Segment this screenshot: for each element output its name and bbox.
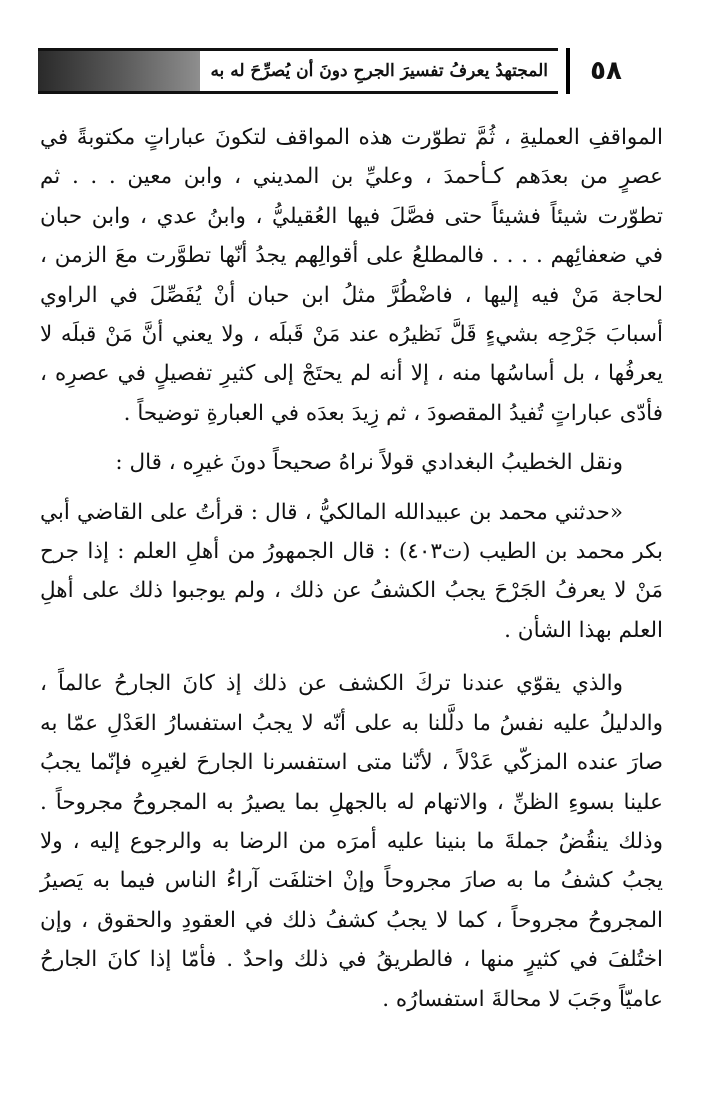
page-body	[40, 118, 663, 1019]
paragraph-continued: المواقفِ العمليةِ ، ثُمَّ تطوّرت هذه المواقف لتكونَ عباراتٍ مكتوبةً في عصرٍ من بعدَهم كـأحمدَ ، وعليِّ بن المديني ، وابن معين . . . ثم تطوّرت شيئاً فشيئاً حتى فصَّلَ فيها العُقيليُّ ، وابنُ عدي ، وابن حبان في ضعفائِهم . . . . فالمطلعُ على أقوالِهم يجدُ أنّها تطوَّرت معَ الزمن ، لحاجة مَنْ فيه إليها ، فاضْطُرَّ مثلُ ابن حبان أنْ يُفَصِّلَ في الراوي أسبابَ جَرْحِه بشيءٍ قَلَّ نَظيرُه عند مَنْ قَبلَه ، ولا يعني أنَّ مَنْ قبلَه لا يعرفُها ، بل أساسُها منه ، إلا أنه لم يحتَجْ إلى كثيرِ تفصيلٍ في عصرِه ، فأدّى عباراتٍ تُفيدُ المقصودَ ، ثم زِيدَ بعدَه في العبارةِ توضيحاً .	[40, 125, 663, 426]
header-title: المجتهدُ يعرفُ تفسيرَ الجرحِ دونَ أن يُصرِّحَ له به	[200, 51, 558, 91]
header-separator	[566, 48, 570, 94]
paragraph-khatib: ونقل الخطيبُ البغدادي قولاً نراهُ صحيحاً دونَ غيرِه ، قال :	[115, 450, 623, 476]
page-number: ٥٨	[590, 56, 622, 86]
paragraph-closing: والذي يقوّي عندنا تركَ الكشف عن ذلك إذ كانَ الجارحُ عالماً ، والدليلُ عليه نفسُ ما دلَّلنا به على أنّه لا يجبُ استفسارُ العَدْلِ عمّا به صارَ عنده المزكّي عَدْلاً ، لأنّنا متى استفسرنا الجارحَ لغيرِه فإنّما يجبُ علينا بسوءِ الظنِّ ، والاتهام له بالجهلِ بما يصيرُ به المجروحُ مجروحاً . وذلك ينقُضُ جملةَ ما بنينا عليه أمرَه من الرضا به والرجوع إليه ، ولا يجبُ كشفُ ما به صارَ مجروحاً وإنْ اختلفَت آراءُ الناس فيما به يَصيرُ المجروحُ مجروحاً ، كما لا يجبُ كشفُ ذلك في العقودِ والحقوق ، وإن اختُلفَ في كثيرٍ منها ، فالطريقُ في ذلك واحدٌ . فأمّا إذا كانَ الجارحُ عاميّاً وجَبَ لا محالةَ استفسارُه .	[40, 671, 663, 1012]
header-band	[38, 48, 558, 94]
running-header	[38, 44, 642, 98]
quotation: «حدثني محمد بن عبيدالله المالكيُّ ، قال : قرأتُ على القاضي أبي بكر محمد بن الطيب (ت٤٠٣) : قال الجمهورُ من أهلِ العلم : إذا جرح مَنْ لا يعرفُ الجَرْحَ يجبُ الكشفُ عن ذلك ، ولم يوجبوا ذلك على أهلِ العلم بهذا الشأن .	[40, 499, 664, 643]
